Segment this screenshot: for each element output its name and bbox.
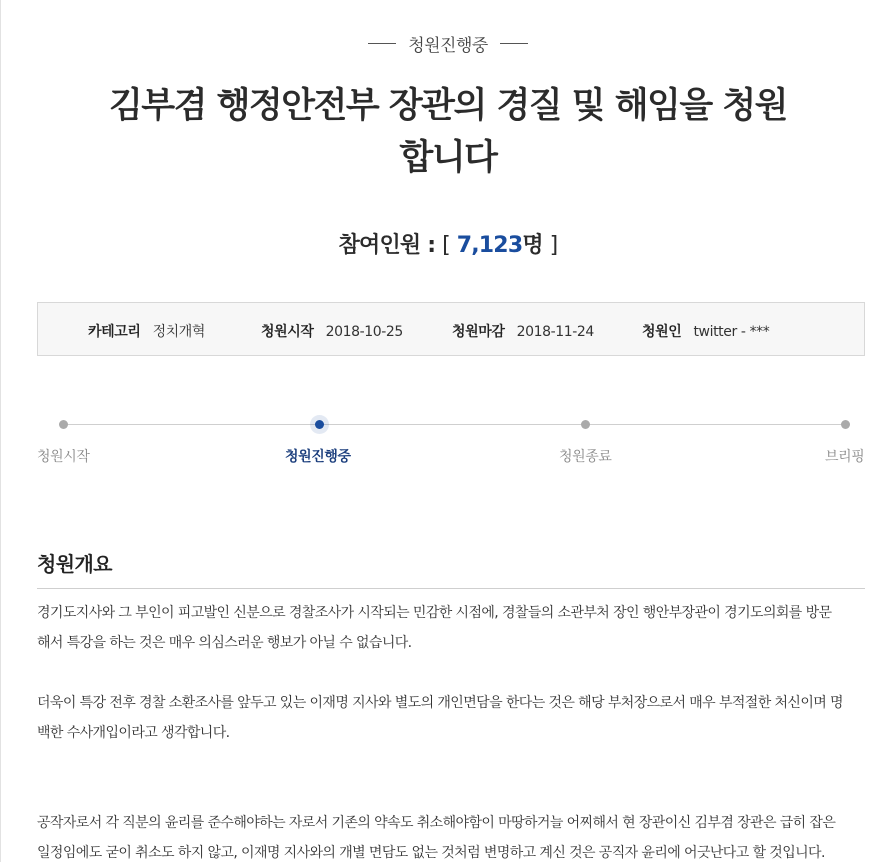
- participants-close-bracket: ]: [549, 233, 558, 258]
- content-paragraph-1: [37, 598, 865, 658]
- info-start-key: 청원시작: [261, 324, 314, 340]
- participants-open-bracket: [: [442, 233, 450, 258]
- info-end-date: [452, 321, 594, 341]
- petition-content: [37, 598, 865, 868]
- section-divider: [37, 588, 865, 589]
- info-petitioner: [642, 321, 769, 341]
- petition-progress: [37, 410, 865, 470]
- title-line-1: 김부겸 행정안전부 장관의 경질 및 해임을 청원: [108, 86, 787, 126]
- progress-dot-briefing: [841, 420, 850, 429]
- progress-track: [63, 424, 845, 425]
- progress-label-closed: 청원종료: [559, 449, 612, 465]
- info-end-key: 청원마감: [452, 324, 505, 340]
- participants-unit: 명: [522, 233, 543, 258]
- progress-label-briefing: 브리핑: [825, 449, 865, 465]
- status-dash-left: [368, 43, 396, 44]
- section-title-overview: 청원개요: [37, 552, 112, 576]
- content-p1-line1: 경기도지사와 그 부인이 피고발인 신분으로 경찰조사가 시작되는 민감한 시점에, 경찰들의 소관부처 장인 행안부장관이 경기도의회를 방문: [37, 605, 832, 621]
- info-category-key: 카테고리: [88, 324, 141, 340]
- participants-label: 참여인원 :: [338, 233, 436, 258]
- title-line-2: 합니다: [399, 138, 497, 178]
- progress-label-start: 청원시작: [37, 449, 90, 465]
- info-petitioner-value: twitter - ***: [693, 324, 770, 340]
- petition-title: [60, 80, 836, 184]
- content-p2-line1: 더욱이 특강 전후 경찰 소환조사를 앞두고 있는 이재명 지사와 별도의 개인면담을 한다는 것은 해당 부처장으로서 매우 부적절한 처신이며 명: [37, 695, 843, 711]
- content-p3-line1: 공작자로서 각 직분의 윤리를 준수해야하는 자로서 기존의 약속도 취소해야함이 마땅하거늘 어찌해서 현 장관이신 김부겸 장관은 급히 잡은: [37, 815, 836, 831]
- progress-label-in-progress: 청원진행중: [285, 449, 351, 465]
- status-dash-right: [500, 43, 528, 44]
- info-category-value: 정치개혁: [152, 324, 206, 340]
- participants-number: 7,123: [456, 233, 523, 258]
- content-paragraph-2: [37, 688, 865, 748]
- info-start-date: [261, 321, 403, 341]
- content-p1-line2: 해서 특강을 하는 것은 매우 의심스러운 행보가 아닐 수 없습니다.: [37, 635, 412, 651]
- content-p2-line2: 백한 수사개입이라고 생각합니다.: [37, 725, 230, 741]
- progress-dot-start: [59, 420, 68, 429]
- info-category: [88, 321, 205, 341]
- petition-status: [0, 31, 896, 56]
- info-petitioner-key: 청원인: [642, 324, 682, 340]
- left-border: [0, 0, 1, 862]
- petition-info-box: [37, 302, 865, 356]
- progress-dot-closed: [581, 420, 590, 429]
- participant-count: [0, 228, 896, 259]
- info-end-value: 2018-11-24: [516, 324, 594, 340]
- content-paragraph-3: [37, 808, 865, 868]
- content-p3-line2: 일정임에도 굳이 취소도 하지 않고, 이재명 지사와의 개별 면담도 없는 것처럼 변명하고 계신 것은 공직자 윤리에 어긋난다고 할 것입니다.: [37, 845, 825, 861]
- progress-dot-in-progress: [315, 420, 324, 429]
- info-start-value: 2018-10-25: [325, 324, 403, 340]
- status-label: 청원진행중: [408, 36, 488, 56]
